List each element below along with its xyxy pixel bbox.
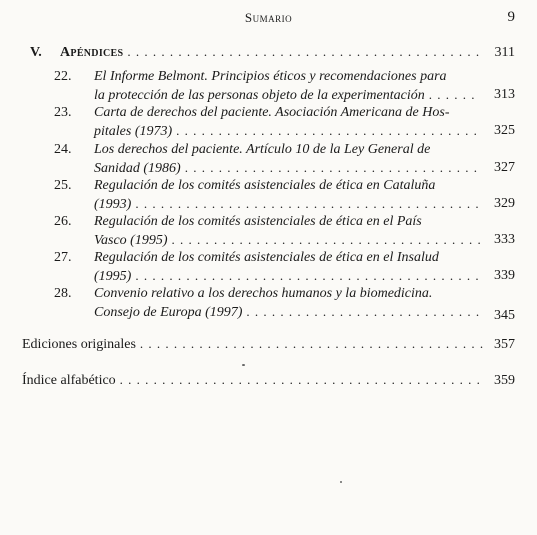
entry-page-ref: 345 <box>494 308 515 323</box>
entry-page-ref: 333 <box>494 231 515 247</box>
entry-page-ref: 339 <box>494 267 515 283</box>
entry-number: 26. <box>54 214 72 229</box>
dot-leader <box>185 159 480 177</box>
toc-chapter-row[interactable] <box>22 372 515 389</box>
entry-number: 25. <box>54 178 72 193</box>
entry-number: 22. <box>54 69 72 84</box>
entry-number: 23. <box>54 105 72 120</box>
entry-number: 28. <box>54 286 72 301</box>
entry-text <box>94 68 484 104</box>
entry-page-ref: 329 <box>494 195 515 211</box>
entry-last-line: Sanidad (1986) <box>94 160 181 176</box>
entry-line: El Informe Belmont. Principios éticos y recomendaciones para <box>94 69 447 84</box>
dot-leader <box>172 231 481 249</box>
entry-page-ref: 325 <box>494 122 515 138</box>
print-speck <box>242 364 245 366</box>
dot-leader <box>140 336 485 352</box>
section-number: V. <box>30 45 42 60</box>
entry-line: Regulación de los comités asistenciales de ética en el País <box>94 214 422 229</box>
entry-line: Carta de derechos del paciente. Asociación Americana de Hos- <box>94 105 450 120</box>
entry-line: Los derechos del paciente. Artículo 10 de la Ley General de <box>94 142 431 157</box>
entry-line: Convenio relativo a los derechos humanos y la biomedicina. <box>94 286 433 301</box>
running-head: Sumario <box>244 10 293 25</box>
toc-section-row[interactable] <box>30 44 515 61</box>
chapter-title: Índice alfabético <box>22 373 116 388</box>
dot-leader <box>246 303 480 321</box>
entry-last-line: pitales (1973) <box>94 123 173 139</box>
chapter-title: Ediciones originales <box>22 337 136 352</box>
dot-leader <box>176 122 480 140</box>
entry-text <box>94 104 484 140</box>
entry-text <box>94 249 484 285</box>
entry-number: 24. <box>54 142 72 157</box>
entry-last-line: (1993) <box>94 196 132 212</box>
dot-leader <box>135 267 480 285</box>
entry-line: Regulación de los comités asistenciales de ética en el Insalud <box>94 250 439 265</box>
entry-number: 27. <box>54 250 72 265</box>
page-number: 9 <box>507 9 515 25</box>
chapter-page-ref: 359 <box>494 373 515 388</box>
entry-page-ref: 327 <box>494 159 515 175</box>
dot-leader <box>120 372 485 388</box>
entry-last-line: Consejo de Europa (1997) <box>94 304 243 320</box>
entry-last-line: Vasco (1995) <box>94 232 168 248</box>
entry-last-line: (1995) <box>94 268 132 284</box>
entry-text <box>94 141 484 177</box>
entry-line: Regulación de los comités asistenciales de ética en Cataluña <box>94 178 436 193</box>
toc-chapter-row[interactable] <box>22 336 515 353</box>
section-page-ref: 311 <box>494 45 515 60</box>
dot-leader <box>127 44 485 60</box>
print-speck <box>340 481 342 483</box>
dot-leader <box>135 195 480 213</box>
dot-leader <box>429 86 480 104</box>
entry-text <box>94 285 484 321</box>
section-title: Apéndices <box>60 45 124 60</box>
entry-text <box>94 177 484 213</box>
chapter-page-ref: 357 <box>494 337 515 352</box>
entry-last-line: la protección de las personas objeto de la experimentación <box>94 87 425 103</box>
entry-page-ref: 313 <box>494 86 515 102</box>
entry-text <box>94 213 484 249</box>
